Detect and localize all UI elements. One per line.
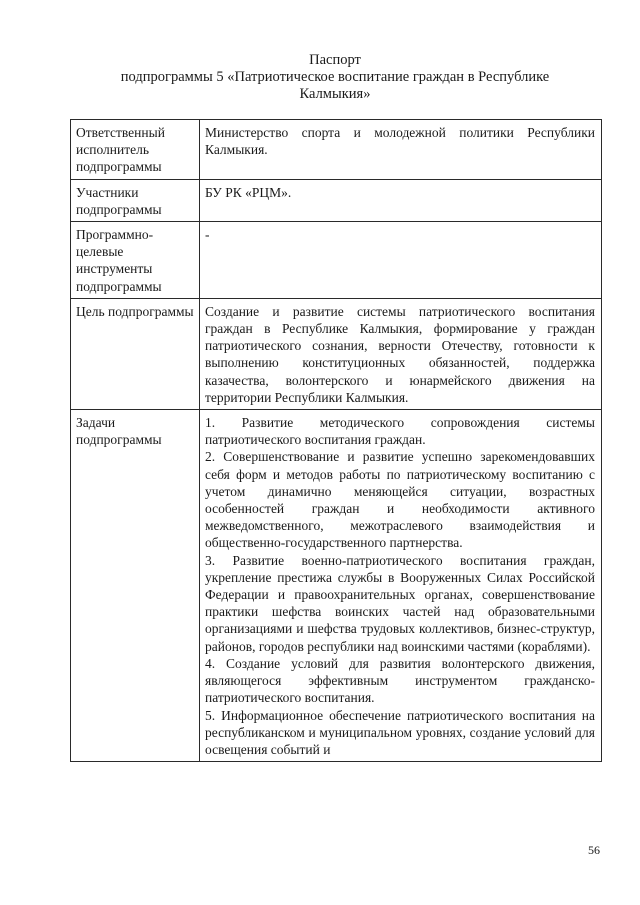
table-row [71,222,602,299]
table-row [71,179,602,221]
task-item: 4. Создание условий для развития волонтерского движения, являющегося эффективным инструментом гражданско-патриотического воспитания. [205,655,595,706]
document-heading [70,52,600,103]
table-row [71,410,602,762]
row-label-responsible: Ответственный исполнитель подпрограммы [71,120,200,180]
task-item: 3. Развитие военно-патриотического воспитания граждан, укрепление престижа службы в Вооруженных Силах Российской Федерации и правоохранительных органах, совершенствование практики шефства воинских частей над образовательными организациями и шефства трудовых коллективов, бизнес-структур, районов, городов республики над воинскими частями (кораблями). [205,552,595,654]
task-item: 5. Информационное обеспечение патриотического воспитания на республиканском и муниципальном уровнях, создание условий для освещения событий и [205,707,595,757]
passport-table [70,119,602,762]
row-value-responsible: Министерство спорта и молодежной политики Республики Калмыкия. [200,120,602,180]
row-label-instruments: Программно-целевые инструменты подпрограммы [71,222,200,299]
heading-subtitle: подпрограммы 5 «Патриотическое воспитание граждан в Республике [120,69,550,85]
row-value-goal: Создание и развитие системы патриотического воспитания граждан в Республике Калмыкия, формирование у граждан патриотического сознания, верности Отечеству, готовности к выполнению конституционных обязанностей, поддержка казачества, волонтерского и юнармейского движения на территории Республики Калмыкия. [200,298,602,409]
heading-title: Паспорт [309,52,361,68]
row-label-participants: Участники подпрограммы [71,179,200,221]
task-item: 2. Совершенствование и развитие успешно зарекомендовавших себя форм и методов работы по патриотическому воспитанию с учетом динамично меняющейся ситуации, возрастных особенностей граждан и необходимости активного межведомственного, межотраслевого взаимодействия и общественно-государственного партнерства. [205,449,595,551]
table-row [71,298,602,409]
row-value-instruments: - [200,222,602,299]
row-label-tasks: Задачи подпрограммы [71,410,200,762]
table-row [71,120,602,180]
heading-subtitle-end: Калмыкия» [299,86,371,102]
row-label-goal: Цель подпрограммы [71,298,200,409]
row-value-tasks [200,410,602,762]
task-item: 1. Развитие методического сопровождения системы патриотического воспитания граждан. [205,415,595,448]
row-value-participants: БУ РК «РЦМ». [200,179,602,221]
page-number: 56 [588,843,600,857]
